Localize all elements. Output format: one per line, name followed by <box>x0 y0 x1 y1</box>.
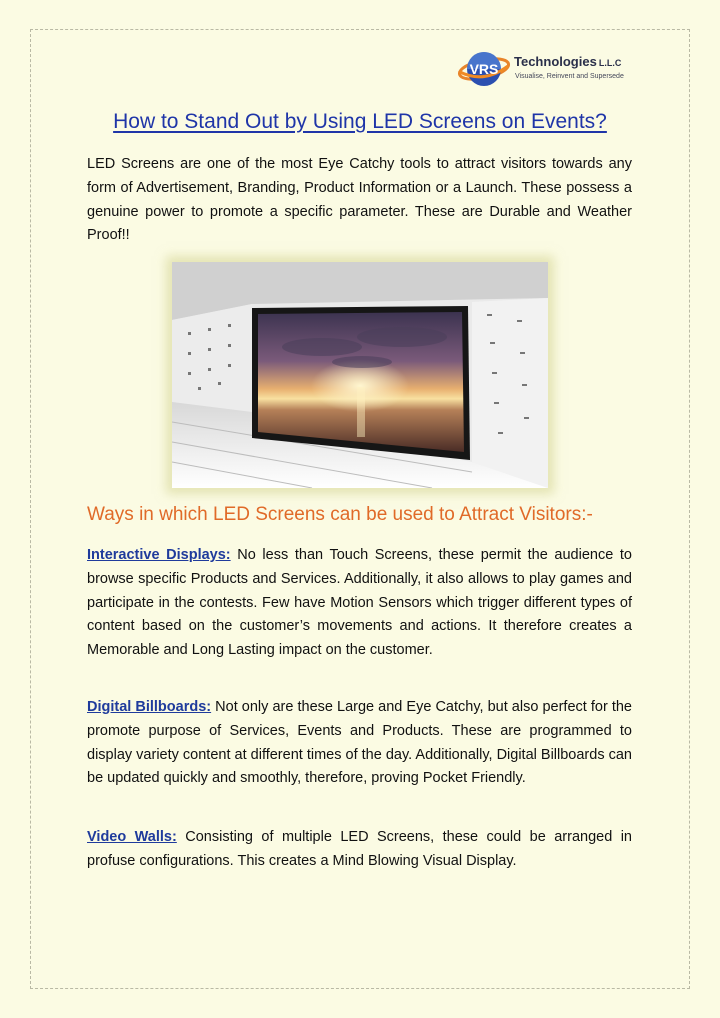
interactive-displays-paragraph <box>87 544 632 663</box>
interactive-displays-term: Interactive Displays: <box>87 547 231 563</box>
video-walls-term: Video Walls: <box>87 829 177 845</box>
interactive-displays-text: No less than Touch Screens, these permit the audience to browse specific Products and Services. Additionally, it also allows to play games and participate in the contests. Few have Motion Sensors which trigger different types of content based on the customer’s movements and actions. It therefore creates a Memorable and Long Lasting impact on the customer. <box>87 547 632 659</box>
logo-tagline: Visualise, Reinvent and Supersede <box>515 73 624 80</box>
led-screen-photo <box>172 262 548 488</box>
led-screen-illustration <box>172 262 548 488</box>
section-subheading: Ways in which LED Screens can be used to Attract Visitors:- <box>87 504 593 525</box>
digital-billboards-text: Not only are these Large and Eye Catchy, but also perfect for the promote purpose of Services, Events and Products. These are programmed to display variety content at different times of the day. Additionally, Digital Billboards can be updated quickly and smoothly, therefore, proving Pocket Friendly. <box>87 699 632 787</box>
logo-company-name: Technologies <box>514 54 597 69</box>
page-title: How to Stand Out by Using LED Screens on Events? <box>113 110 607 133</box>
logo-initials: VRS <box>469 61 499 77</box>
digital-billboards-paragraph <box>87 696 632 791</box>
intro-paragraph: LED Screens are one of the most Eye Catchy tools to attract visitors towards any form of Advertisement, Branding, Product Information or a Launch. These possess a genuine power to promote a specific parameter. These are Durable and Weather Proof!! <box>87 156 632 244</box>
video-walls-paragraph <box>87 826 632 874</box>
logo-name <box>514 54 621 69</box>
company-logo <box>456 44 646 94</box>
video-walls-text: Consisting of multiple LED Screens, these could be arranged in profuse configurations. This creates a Mind Blowing Visual Display. <box>87 829 632 869</box>
logo-suffix: L.L.C <box>598 58 622 68</box>
digital-billboards-term: Digital Billboards: <box>87 699 212 715</box>
vrs-logo-icon <box>456 44 512 94</box>
